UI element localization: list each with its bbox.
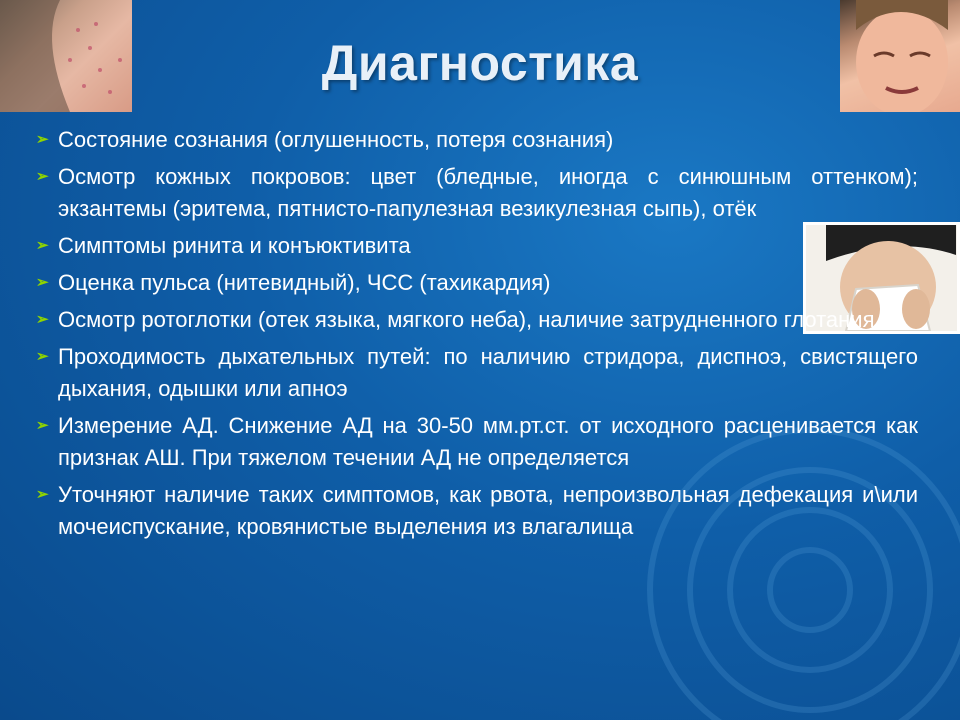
chevron-right-icon: ➢ <box>36 417 49 434</box>
bullet-item <box>36 304 918 336</box>
bullet-item <box>36 267 918 299</box>
chevron-right-icon: ➢ <box>36 237 49 254</box>
bullet-item <box>36 124 918 156</box>
bullet-item <box>36 230 918 262</box>
bullet-text: Осмотр кожных покровов: цвет (бледные, иногда с синюшным оттенком); экзантемы (эритема, пятнисто-папулезная везикулезная сыпь), отёк <box>58 164 918 221</box>
bullet-item <box>36 161 918 225</box>
chevron-right-icon: ➢ <box>36 311 49 328</box>
bullet-text: Симптомы ринита и конъюктивита <box>58 233 411 258</box>
bullet-text: Измерение АД. Снижение АД на 30-50 мм.рт.ст. от исходного расценивается как признак АШ. При тяжелом течении АД не определяется <box>58 413 918 470</box>
bullet-item <box>36 341 918 405</box>
bullet-list <box>36 124 918 548</box>
bullet-text: Состояние сознания (оглушенность, потеря сознания) <box>58 127 614 152</box>
slide-title: Диагностика <box>321 35 639 91</box>
chevron-right-icon: ➢ <box>36 168 49 185</box>
bullet-item <box>36 479 918 543</box>
chevron-right-icon: ➢ <box>36 274 49 291</box>
chevron-right-icon: ➢ <box>36 131 49 148</box>
bullet-text: Осмотр ротоглотки (отек языка, мягкого неба), наличие затрудненного глотания <box>58 307 875 332</box>
bullet-text: Проходимость дыхательных путей: по наличию стридора, диспноэ, свистящего дыхания, одышки или апноэ <box>58 344 918 401</box>
bullet-item <box>36 410 918 474</box>
chevron-right-icon: ➢ <box>36 348 49 365</box>
bullet-text: Оценка пульса (нитевидный), ЧСС (тахикардия) <box>58 270 551 295</box>
bullet-text: Уточняют наличие таких симптомов, как рвота, непроизвольная дефекация и\или мочеиспускание, кровянистые выделения из влагалища <box>58 482 918 539</box>
chevron-right-icon: ➢ <box>36 486 49 503</box>
